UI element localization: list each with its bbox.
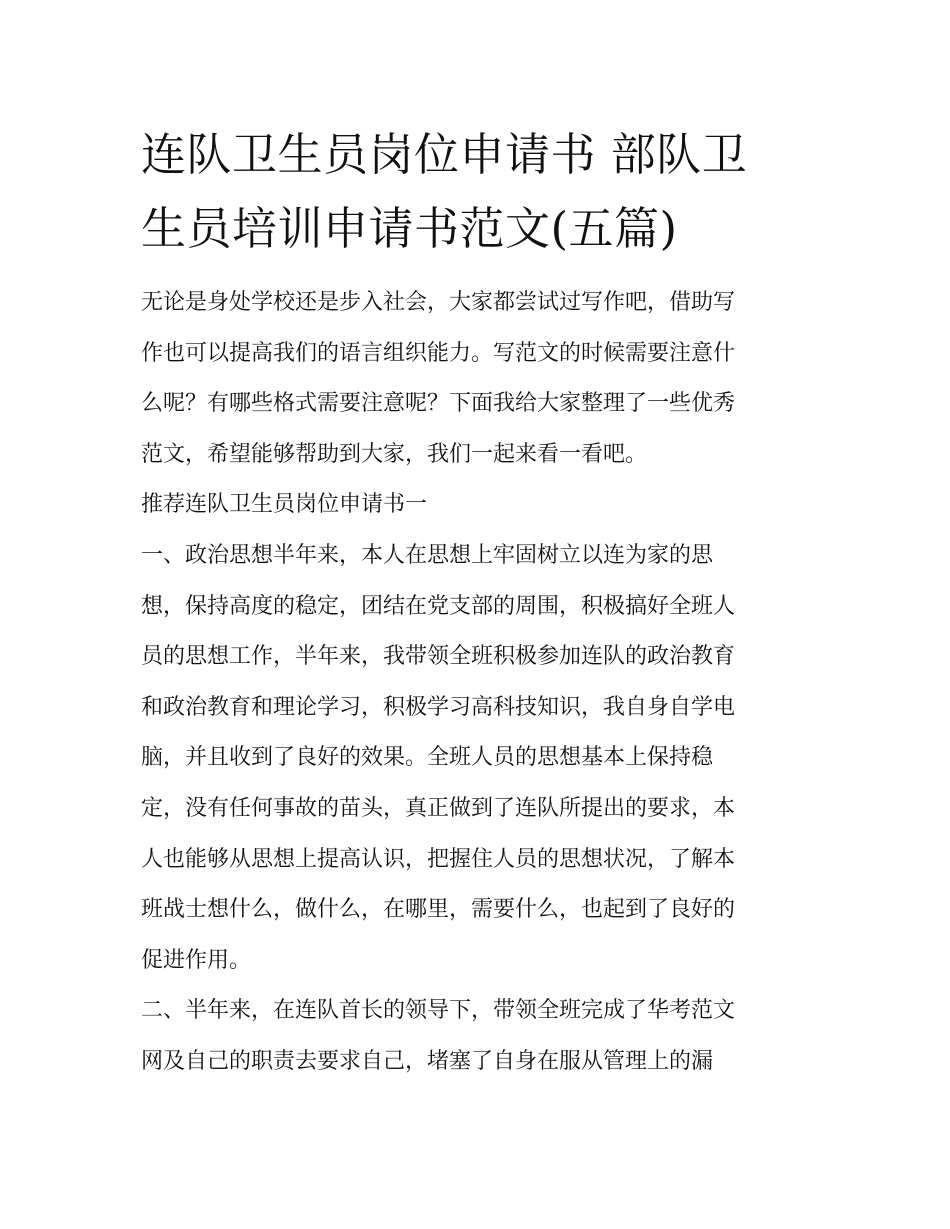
- intro-paragraph: [141, 278, 821, 480]
- section-heading: [141, 480, 821, 531]
- document-body: [141, 278, 821, 1088]
- paragraph-one: [141, 531, 821, 986]
- paragraph-line: 人也能够从思想上提高认识，把握住人员的思想状况，了解本: [141, 846, 736, 872]
- paragraph-line: 二、半年来，在连队首长的领导下，带领全班完成了华考范文: [141, 998, 736, 1024]
- paragraph-line: 网及自己的职责去要求自己，堵塞了自身在服从管理上的漏: [141, 1048, 714, 1074]
- paragraph-line: 员的思想工作，半年来，我带领全班积极参加连队的政治教育: [141, 644, 736, 670]
- paragraph-line: 班战士想什么，做什么，在哪里，需要什么，也起到了良好的: [141, 897, 736, 923]
- title-line: 生员培训申请书范文(五篇): [141, 202, 678, 255]
- title-line: 连队卫生员岗位申请书 部队卫: [141, 128, 748, 181]
- paragraph-line: 促进作用。: [141, 947, 252, 973]
- paragraph-line: 一、政治思想半年来，本人在思想上牢固树立以连为家的思: [141, 542, 714, 568]
- paragraph-line: 脑，并且收到了良好的效果。全班人员的思想基本上保持稳: [141, 745, 714, 771]
- intro-line: 作也可以提高我们的语言组织能力。写范文的时候需要注意什: [141, 340, 736, 366]
- intro-line: 范文，希望能够帮助到大家，我们一起来看一看吧。: [141, 441, 648, 467]
- intro-line: 么呢？有哪些格式需要注意呢？下面我给大家整理了一些优秀: [141, 391, 736, 417]
- paragraph-two: [141, 986, 821, 1087]
- section-heading-text: 推荐连队卫生员岗位申请书一: [141, 492, 428, 518]
- paragraph-line: 定，没有任何事故的苗头，真正做到了连队所提出的要求，本: [141, 795, 736, 821]
- document-title: [141, 118, 821, 266]
- paragraph-line: 想，保持高度的稳定，团结在党支部的周围，积极搞好全班人: [141, 593, 736, 619]
- intro-line: 无论是身处学校还是步入社会，大家都尝试过写作吧，借助写: [141, 290, 736, 315]
- paragraph-line: 和政治教育和理论学习，积极学习高科技知识，我自身自学电: [141, 694, 736, 720]
